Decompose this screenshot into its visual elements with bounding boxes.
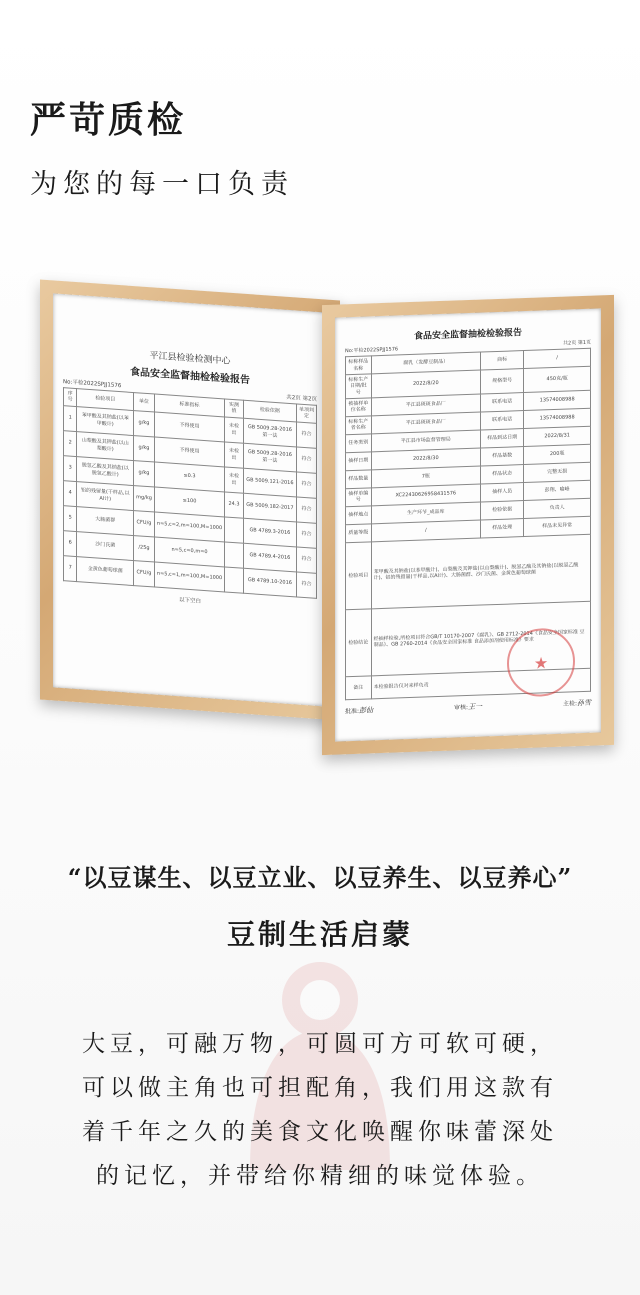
conclusion-label: 检验结论 [346,609,372,677]
table-cell: GB 5009.28-2016第一法 [243,443,296,472]
table-cell: 样品基数 [481,446,524,466]
table-cell: 7瓶 [371,466,480,488]
table-cell: XC22430626958431576 [371,484,480,506]
table-cell: 生产环节_成品库 [371,502,480,524]
page-subtitle: 为您的每一口负责 [30,169,294,200]
table-cell: 样品数量 [346,470,372,489]
table-cell: n=5,c=0,m=0 [154,537,224,567]
table-cell: 山梨酸及其钾盐(以山梨酸计) [77,431,134,460]
report-number: No:平检2022SPJJ1576 [63,379,122,390]
column-header: 标准指标 [154,394,224,416]
table-cell: 200瓶 [524,444,591,464]
table-cell: 商标 [481,351,524,371]
report-org: 平江县检验检测中心 [149,351,231,367]
table-cell: 不得使用 [154,412,224,442]
table-cell: mg/kg [134,485,155,511]
table-cell: 2022/8/31 [524,426,591,446]
table-cell: GB 5009.121-2016 [243,468,296,497]
table-cell: 符合 [296,471,316,497]
table-cell: 符合 [296,521,316,547]
table-cell: 腐乳（发酵豆制品） [371,352,480,374]
table-cell: 13574008988 [524,408,591,428]
table-cell: 平江县斑斑食品厂 [371,412,480,434]
table-cell: 彭翔、喻峰 [524,480,591,500]
items-label: 检验项目 [346,542,372,610]
paragraph-line: 大豆，可融万物，可圆可方可软可硬， [82,1031,558,1057]
table-cell: g/kg [134,435,155,461]
remark-text: 本检验报告仅对来样负责 [371,668,590,699]
table-cell: n=5,c=2,m=100,M=1000 [154,512,224,542]
table-cell [225,541,244,567]
table-cell: 6 [64,530,77,556]
table-cell: 铝的残留量(干样品,以Al计) [77,481,134,510]
paragraph-line: 着千年之久的美食文化唤醒你味蕾深处 [82,1119,558,1145]
table-cell: 符合 [296,421,316,447]
report-title: 食品安全监督抽检检验报告 [413,328,522,342]
table-cell: 不得使用 [154,437,224,467]
section-heading: 豆制生活启蒙 [226,918,413,951]
paragraph-line: 可以做主角也可担配角，我们用这款有 [82,1075,558,1101]
table-cell: 规格型号 [481,369,524,394]
table-cell: 抽样日期 [346,452,372,471]
right-report-paper [335,308,601,741]
table-cell: 标称生产日期/批号 [346,374,372,399]
column-header: 检验依据 [243,400,296,421]
report-title: 食品安全监督抽检检验报告 [130,366,250,387]
table-cell: ≤0.3 [154,462,224,492]
table-cell: 质量等级 [346,524,372,543]
table-cell: CFU/g [134,560,155,586]
table-cell: 未检出 [225,416,244,442]
table-cell: 抽样人员 [481,482,524,502]
left-report [63,302,317,612]
table-cell: 平江县斑斑食品厂 [371,394,480,416]
table-cell: CFU/g [134,510,155,536]
table-cell: 联系电话 [481,392,524,412]
table-cell: 负责人 [524,498,591,518]
table-cell [225,566,244,592]
table-cell: 被抽样单位名称 [346,398,372,417]
table-cell: 标称样品名称 [346,356,372,375]
table-cell: 7 [64,555,77,581]
table-cell: 符合 [296,546,316,572]
signature: 王一 [468,702,483,711]
table-cell: / [371,520,480,542]
table-cell: 5 [64,505,77,531]
table-row [346,534,591,610]
table-cell: 平江县市场监督管理局 [371,430,480,452]
items-text: 苯甲酸及其钠盐(以苯甲酸计)、山梨酸及其钾盐(以山梨酸计)、脱氢乙酸及其钠盐(以脱氢乙酸计)、铝的残留量(干样品,以Al计)、大肠菌群、沙门氏菌、金黄色葡萄球菌 [371,534,590,609]
table-cell: 苯甲酸及其钠盐(以苯甲酸计) [77,406,134,435]
table-footer: 以下空白 [178,596,201,605]
table-cell: 完整无损 [524,462,591,482]
report-page: 共2页 第1页 [563,339,591,347]
signature: 孙雪 [577,698,591,707]
table-cell: 金黄色葡萄球菌 [77,556,134,585]
table-cell: 2022/8/20 [371,370,480,398]
left-report-paper [53,293,327,706]
table-cell: 符合 [296,571,316,597]
table-cell: 脱氢乙酸及其钠盐(以脱氢乙酸计) [77,456,134,485]
table-cell: 联系电话 [481,410,524,430]
table-cell: 沙门氏菌 [77,531,134,560]
table-cell: 抽样单编号 [346,488,372,507]
sign-label: 批准: [345,707,360,716]
table-cell: 2022/8/30 [371,448,480,470]
table-cell: 2 [64,430,77,456]
table-cell: 450克/瓶 [524,366,591,392]
table-cell: g/kg [134,410,155,436]
paragraph-line: 的记忆，并带给你精细的味觉体验。 [96,1163,544,1189]
table-cell: ≤100 [154,487,224,517]
table-cell: 大肠菌群 [77,506,134,535]
table-cell: GB 5009.182-2017 [243,493,296,522]
remark-label: 备注 [346,676,372,700]
table-cell: GB 4789.10-2016 [243,568,296,597]
table-cell: 3 [64,455,77,481]
slogan-quote: “以豆谋生、以豆立业、以豆养生、以豆养心” [67,863,573,892]
table-cell: / [524,348,591,368]
column-header: 序号 [64,388,77,406]
sign-label: 审核: [453,703,469,712]
column-header: 单位 [134,393,155,412]
table-cell: 任务类别 [346,434,372,453]
table-cell: 24.3 [225,491,244,517]
description-paragraph [60,1022,580,1198]
table-cell: 样品到达日期 [481,428,524,448]
sign-label: 主检: [562,699,577,708]
column-header: 检验项目 [77,389,134,410]
table-cell: 符合 [296,446,316,472]
column-header: 实测值 [225,399,244,418]
table-cell: 13574008988 [524,390,591,410]
right-report-frame [322,295,614,755]
table-cell: 1 [64,405,77,431]
signature-row [345,697,591,716]
table-cell: GB 4789.3-2016 [243,518,296,547]
table-cell: 标称生产者名称 [346,416,372,435]
table-cell: GB 5009.28-2016第一法 [243,418,296,447]
official-seal-icon: ★ [507,627,575,697]
table-cell: 抽样地点 [346,506,372,525]
table-cell: n=5,c=1,m=100,M=1000 [154,562,224,592]
table-cell: 未检出 [225,466,244,492]
test-items-table [63,387,317,598]
table-cell [225,516,244,542]
table-cell: 检验依据 [481,500,524,520]
conclusion-text: 经抽样检验,所检项目符合GB/T 10170-2007《腐乳》、GB 2712-2014《食品安全国家标准 豆制品》、GB 2760-2014《食品安全国家标准 食品添加剂使用标准》要求 [371,601,590,676]
page-title: 严苛质检 [30,99,187,141]
column-header: 单项判定 [296,404,316,423]
table-cell: 样品状态 [481,464,524,484]
table-cell: 样品处理 [481,518,524,538]
table-cell: GB 4789.4-2016 [243,543,296,572]
table-cell: 符合 [296,496,316,522]
report-page: 共2页 第2页 [286,394,317,403]
table-cell: 样品未见异常 [524,516,591,536]
signature: 彭仙 [359,706,374,715]
left-report-frame [40,280,340,721]
table-cell: 4 [64,480,77,506]
table-cell: g/kg [134,460,155,486]
table-cell: 未检出 [225,441,244,467]
table-cell: /25g [134,535,155,561]
report-number: No:平检2022SPJJ1576 [345,346,399,355]
